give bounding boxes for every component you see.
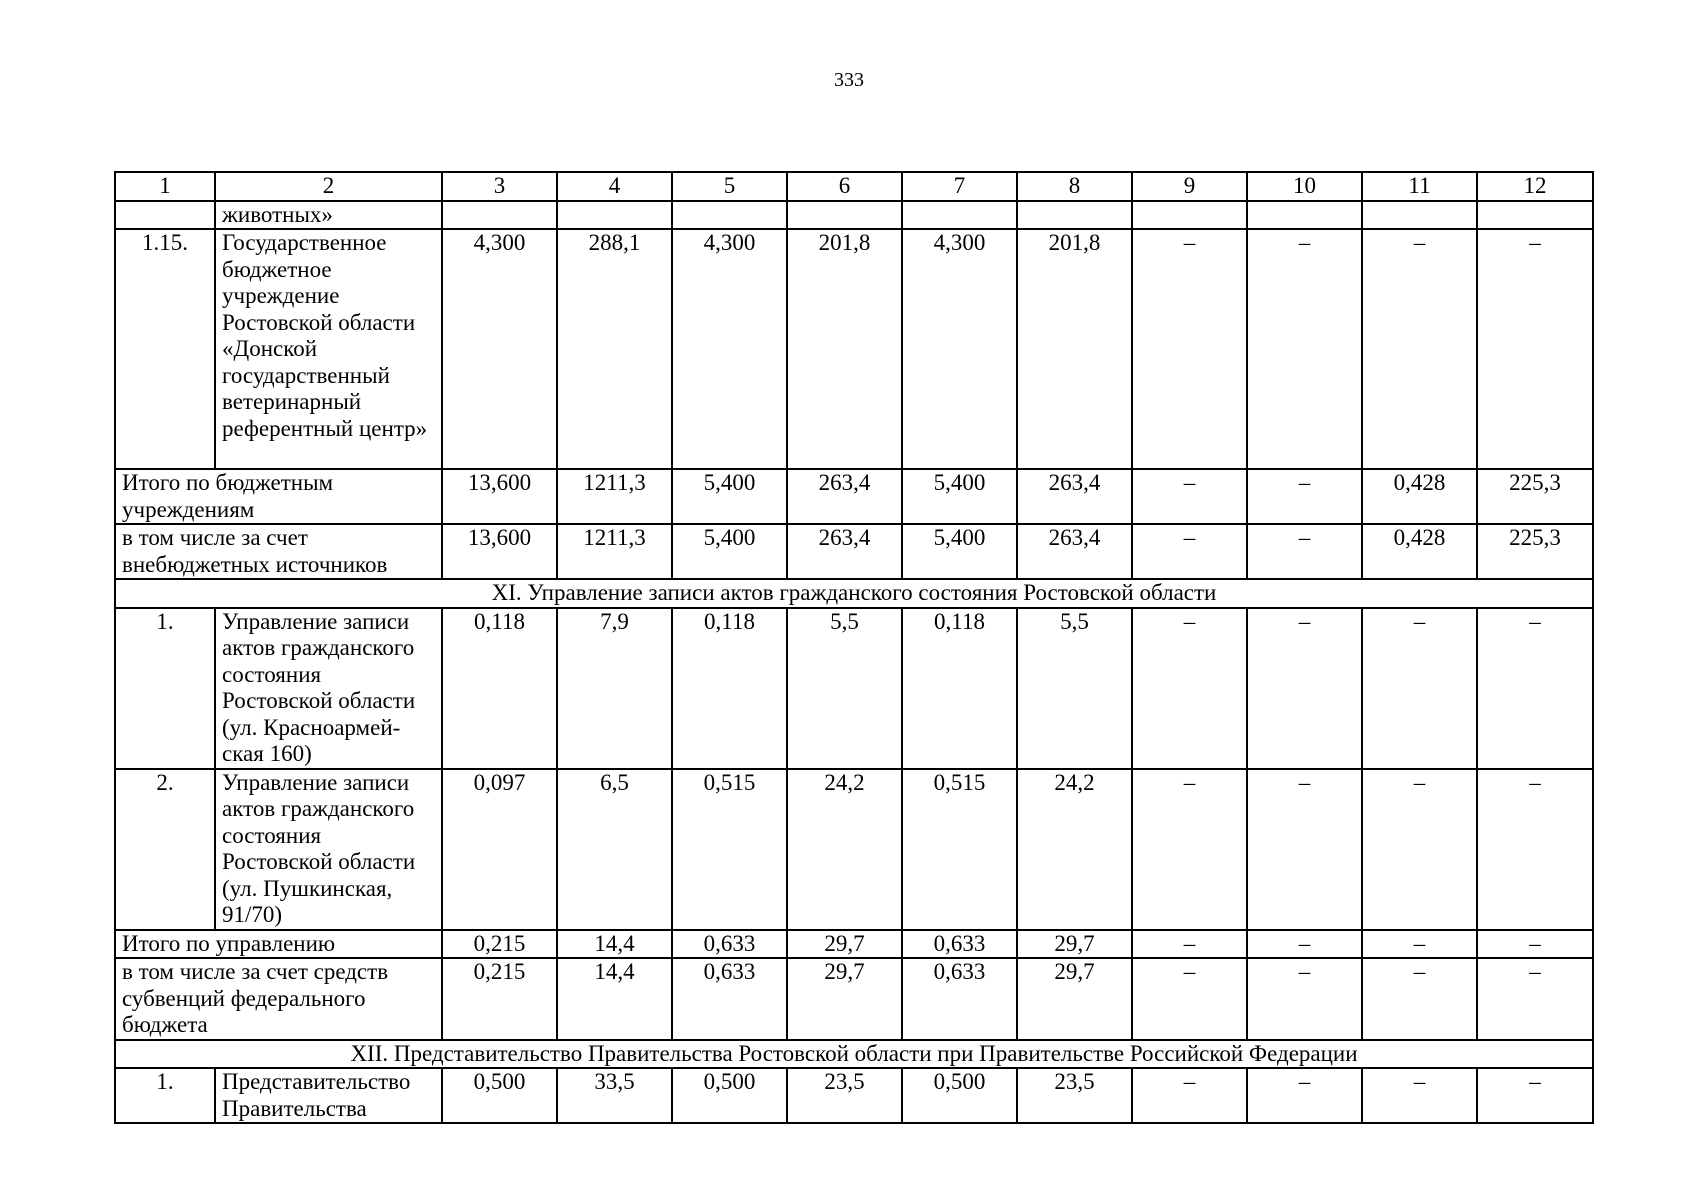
table-row: [115, 930, 1593, 959]
value-cell: 29,7: [1017, 958, 1132, 1040]
section-title: XII. Представительство Правительства Ростовской области при Правительстве Российской Федерации: [115, 1040, 1593, 1069]
column-number: 1: [115, 172, 215, 201]
row-number: 1.15.: [115, 229, 215, 469]
value-cell: 263,4: [787, 469, 902, 524]
value-cell: 0,118: [672, 608, 787, 769]
value-cell: 0,633: [902, 930, 1017, 959]
value-cell: [1362, 201, 1477, 230]
value-cell: [1017, 201, 1132, 230]
value-cell: –: [1477, 958, 1593, 1040]
page-number: 333: [834, 69, 864, 91]
table-row: [115, 579, 1593, 608]
table-row: [115, 229, 1593, 469]
value-cell: 6,5: [557, 769, 672, 930]
value-cell: 0,215: [442, 958, 557, 1040]
column-number: 4: [557, 172, 672, 201]
row-number: 1.: [115, 608, 215, 769]
value-cell: 263,4: [1017, 524, 1132, 579]
value-cell: 29,7: [787, 958, 902, 1040]
value-cell: 225,3: [1477, 524, 1593, 579]
row-name: Представительство Правительства: [215, 1068, 442, 1123]
value-cell: 23,5: [1017, 1068, 1132, 1123]
row-name: Управление записи актов гражданского состояния Ростовской области (ул. Красноармей-ская 160): [215, 608, 442, 769]
value-cell: –: [1132, 769, 1247, 930]
value-cell: 0,215: [442, 930, 557, 959]
column-number: 10: [1247, 172, 1362, 201]
column-number: 6: [787, 172, 902, 201]
value-cell: 29,7: [787, 930, 902, 959]
value-cell: –: [1132, 469, 1247, 524]
value-cell: 263,4: [1017, 469, 1132, 524]
total-label: в том числе за счет средств субвенций федерального бюджета: [115, 958, 442, 1040]
row-number: 1.: [115, 1068, 215, 1123]
table-row: [115, 769, 1593, 930]
value-cell: 1211,3: [557, 524, 672, 579]
value-cell: 225,3: [1477, 469, 1593, 524]
row-name: Государственное бюджетное учреждение Ростовской области «Донской государственный ветеринарный референтный центр»: [215, 229, 442, 469]
value-cell: –: [1247, 958, 1362, 1040]
value-cell: [902, 201, 1017, 230]
value-cell: 201,8: [1017, 229, 1132, 469]
value-cell: 0,428: [1362, 524, 1477, 579]
row-name: Управление записи актов гражданского состояния Ростовской области (ул. Пушкинская, 91/70): [215, 769, 442, 930]
value-cell: [1247, 201, 1362, 230]
value-cell: [442, 201, 557, 230]
value-cell: [1477, 201, 1593, 230]
value-cell: 0,428: [1362, 469, 1477, 524]
value-cell: 0,515: [902, 769, 1017, 930]
value-cell: –: [1247, 469, 1362, 524]
value-cell: –: [1247, 608, 1362, 769]
budget-table: [114, 171, 1594, 1124]
value-cell: –: [1362, 930, 1477, 959]
value-cell: 5,400: [902, 524, 1017, 579]
column-number: 8: [1017, 172, 1132, 201]
value-cell: 23,5: [787, 1068, 902, 1123]
value-cell: 1211,3: [557, 469, 672, 524]
column-number: 11: [1362, 172, 1477, 201]
value-cell: 4,300: [672, 229, 787, 469]
table-row: [115, 1068, 1593, 1123]
value-cell: 201,8: [787, 229, 902, 469]
value-cell: –: [1477, 608, 1593, 769]
value-cell: 5,400: [672, 524, 787, 579]
column-number: 5: [672, 172, 787, 201]
value-cell: 14,4: [557, 930, 672, 959]
column-number: 3: [442, 172, 557, 201]
value-cell: –: [1477, 229, 1593, 469]
value-cell: 0,500: [902, 1068, 1017, 1123]
column-number: 9: [1132, 172, 1247, 201]
value-cell: –: [1362, 769, 1477, 930]
value-cell: [787, 201, 902, 230]
value-cell: –: [1362, 958, 1477, 1040]
value-cell: [1132, 201, 1247, 230]
table-row: [115, 608, 1593, 769]
row-name: животных»: [215, 201, 442, 230]
value-cell: 7,9: [557, 608, 672, 769]
value-cell: 33,5: [557, 1068, 672, 1123]
value-cell: –: [1247, 524, 1362, 579]
value-cell: 263,4: [787, 524, 902, 579]
value-cell: –: [1247, 229, 1362, 469]
value-cell: –: [1132, 229, 1247, 469]
value-cell: –: [1132, 524, 1247, 579]
value-cell: 0,118: [442, 608, 557, 769]
value-cell: 0,633: [902, 958, 1017, 1040]
value-cell: 0,500: [672, 1068, 787, 1123]
value-cell: 5,5: [1017, 608, 1132, 769]
value-cell: 24,2: [1017, 769, 1132, 930]
value-cell: 0,633: [672, 930, 787, 959]
row-number: 2.: [115, 769, 215, 930]
value-cell: –: [1477, 930, 1593, 959]
value-cell: 24,2: [787, 769, 902, 930]
table-row: [115, 524, 1593, 579]
table-header-row: [115, 172, 1593, 201]
value-cell: –: [1477, 769, 1593, 930]
value-cell: –: [1247, 769, 1362, 930]
value-cell: –: [1362, 608, 1477, 769]
table-row: [115, 201, 1593, 230]
value-cell: 5,5: [787, 608, 902, 769]
value-cell: 29,7: [1017, 930, 1132, 959]
value-cell: 13,600: [442, 469, 557, 524]
value-cell: –: [1132, 1068, 1247, 1123]
value-cell: –: [1247, 1068, 1362, 1123]
value-cell: –: [1362, 1068, 1477, 1123]
value-cell: –: [1247, 930, 1362, 959]
column-number: 12: [1477, 172, 1593, 201]
value-cell: 288,1: [557, 229, 672, 469]
column-number: 7: [902, 172, 1017, 201]
table-row: [115, 958, 1593, 1040]
value-cell: 0,500: [442, 1068, 557, 1123]
value-cell: 0,118: [902, 608, 1017, 769]
total-label: Итого по бюджетным учреждениям: [115, 469, 442, 524]
value-cell: –: [1132, 958, 1247, 1040]
value-cell: –: [1362, 229, 1477, 469]
column-number: 2: [215, 172, 442, 201]
total-label: в том числе за счет внебюджетных источников: [115, 524, 442, 579]
value-cell: [557, 201, 672, 230]
value-cell: 5,400: [672, 469, 787, 524]
table-row: [115, 1040, 1593, 1069]
row-number: [115, 201, 215, 230]
value-cell: 14,4: [557, 958, 672, 1040]
value-cell: –: [1132, 930, 1247, 959]
value-cell: 4,300: [902, 229, 1017, 469]
value-cell: 0,097: [442, 769, 557, 930]
value-cell: [672, 201, 787, 230]
value-cell: 0,633: [672, 958, 787, 1040]
value-cell: –: [1477, 1068, 1593, 1123]
value-cell: 4,300: [442, 229, 557, 469]
section-title: XI. Управление записи актов гражданского состояния Ростовской области: [115, 579, 1593, 608]
value-cell: 0,515: [672, 769, 787, 930]
value-cell: 5,400: [902, 469, 1017, 524]
table-row: [115, 469, 1593, 524]
value-cell: –: [1132, 608, 1247, 769]
total-label: Итого по управлению: [115, 930, 442, 959]
value-cell: 13,600: [442, 524, 557, 579]
